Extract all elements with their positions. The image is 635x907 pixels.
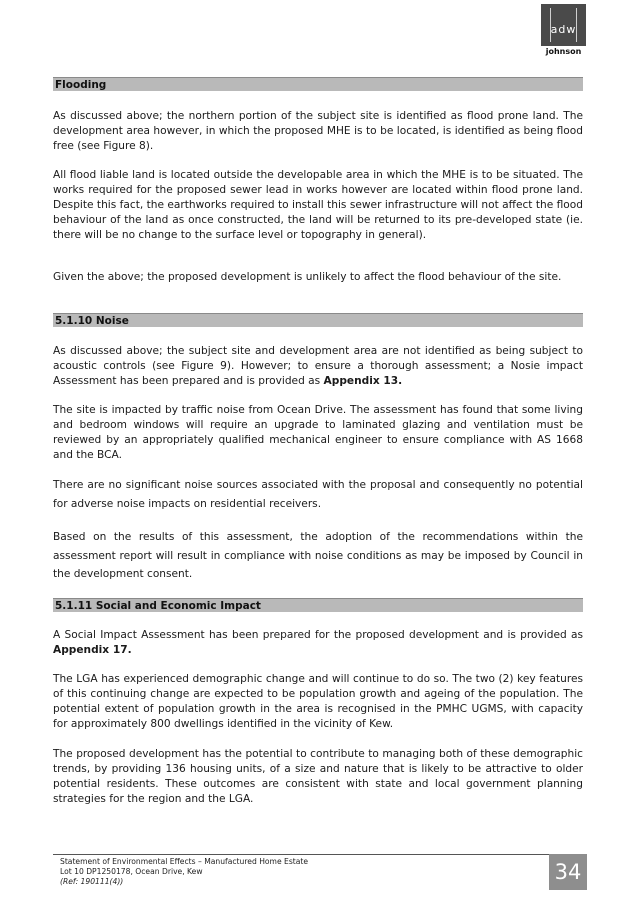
- noise-paragraph-1-text: As discussed above; the subject site and development area are not identified as being subject to acoustic controls (see Figure 9). However; to ensure a thorough assessment; a Nosie impact Assessment has been prepared and is provided as: [53, 345, 583, 387]
- footer-divider: [53, 854, 549, 855]
- social-paragraph-3: The proposed development has the potential to contribute to managing both of these demographic trends, by providing 136 housing units, of a size and nature that is likely to be attractive to older potential residents. These outcomes are consistent with state and local government planning strategies for the region and the LGA.: [53, 748, 583, 805]
- logo-mark-text: adw: [550, 23, 577, 36]
- company-logo: [541, 4, 586, 56]
- flooding-paragraph-1: As discussed above; the northern portion of the subject site is identified as flood prone land. The development area however, in which the proposed MHE is to be located, is identified as being flood free (see Figure 8).: [53, 110, 583, 152]
- footer-lot-address: Lot 10 DP1250178, Ocean Drive, Kew: [60, 867, 203, 876]
- logo-name: johnson: [545, 47, 582, 56]
- appendix-13-reference: Appendix 13.: [323, 375, 403, 387]
- footer-reference: (Ref: 190111(4)): [60, 877, 124, 886]
- section-heading-flooding: Flooding: [53, 77, 583, 91]
- section-heading-noise: 5.1.10 Noise: [53, 313, 583, 327]
- noise-paragraph-2: The site is impacted by traffic noise from Ocean Drive. The assessment has found that some living and bedroom windows will require an upgrade to laminated glazing and ventilation must be reviewed by an appropriately qualified mechanical engineer to ensure compliance with AS 1668 and the BCA.: [53, 404, 583, 461]
- social-paragraph-2: The LGA has experienced demographic change and will continue to do so. The two (2) key features of this continuing change are expected to be population growth and ageing of the population. The potential extent of population growth in the area is recognised in the PMHC UGMS, with capacity for approximately 800 dwellings identified in the vicinity of Kew.: [53, 673, 583, 730]
- page-number: 34: [549, 854, 587, 890]
- logo-mark: [541, 4, 586, 46]
- appendix-17-reference: Appendix 17.: [53, 644, 132, 656]
- footer-document-title: Statement of Environmental Effects – Manufactured Home Estate: [60, 857, 309, 866]
- noise-paragraph-3: There are no significant noise sources associated with the proposal and consequently no potential for adverse noise impacts on residential receivers.: [53, 479, 583, 510]
- flooding-paragraph-2: All flood liable land is located outside the developable area in which the MHE is to be situated. The works required for the proposed sewer lead in works however are located within flood prone land. Despite this fact, the earthworks required to install this sewer infrastructure will not affect the flood behaviour of the land as once constructed, the land will be returned to its pre-developed state (ie. there will be no change to the surface level or topography in general).: [53, 169, 583, 241]
- social-paragraph-1-text: A Social Impact Assessment has been prepared for the proposed development and is provided as: [53, 629, 583, 641]
- social-paragraph-1: [53, 628, 583, 658]
- flooding-paragraph-3: Given the above; the proposed development is unlikely to affect the flood behaviour of the site.: [53, 271, 562, 283]
- noise-paragraph-1: [53, 344, 583, 389]
- noise-paragraph-4: Based on the results of this assessment, the adoption of the recommendations within the assessment report will result in compliance with noise conditions as may be imposed by Council in the development consent.: [53, 531, 583, 580]
- section-heading-social-economic: 5.1.11 Social and Economic Impact: [53, 598, 583, 612]
